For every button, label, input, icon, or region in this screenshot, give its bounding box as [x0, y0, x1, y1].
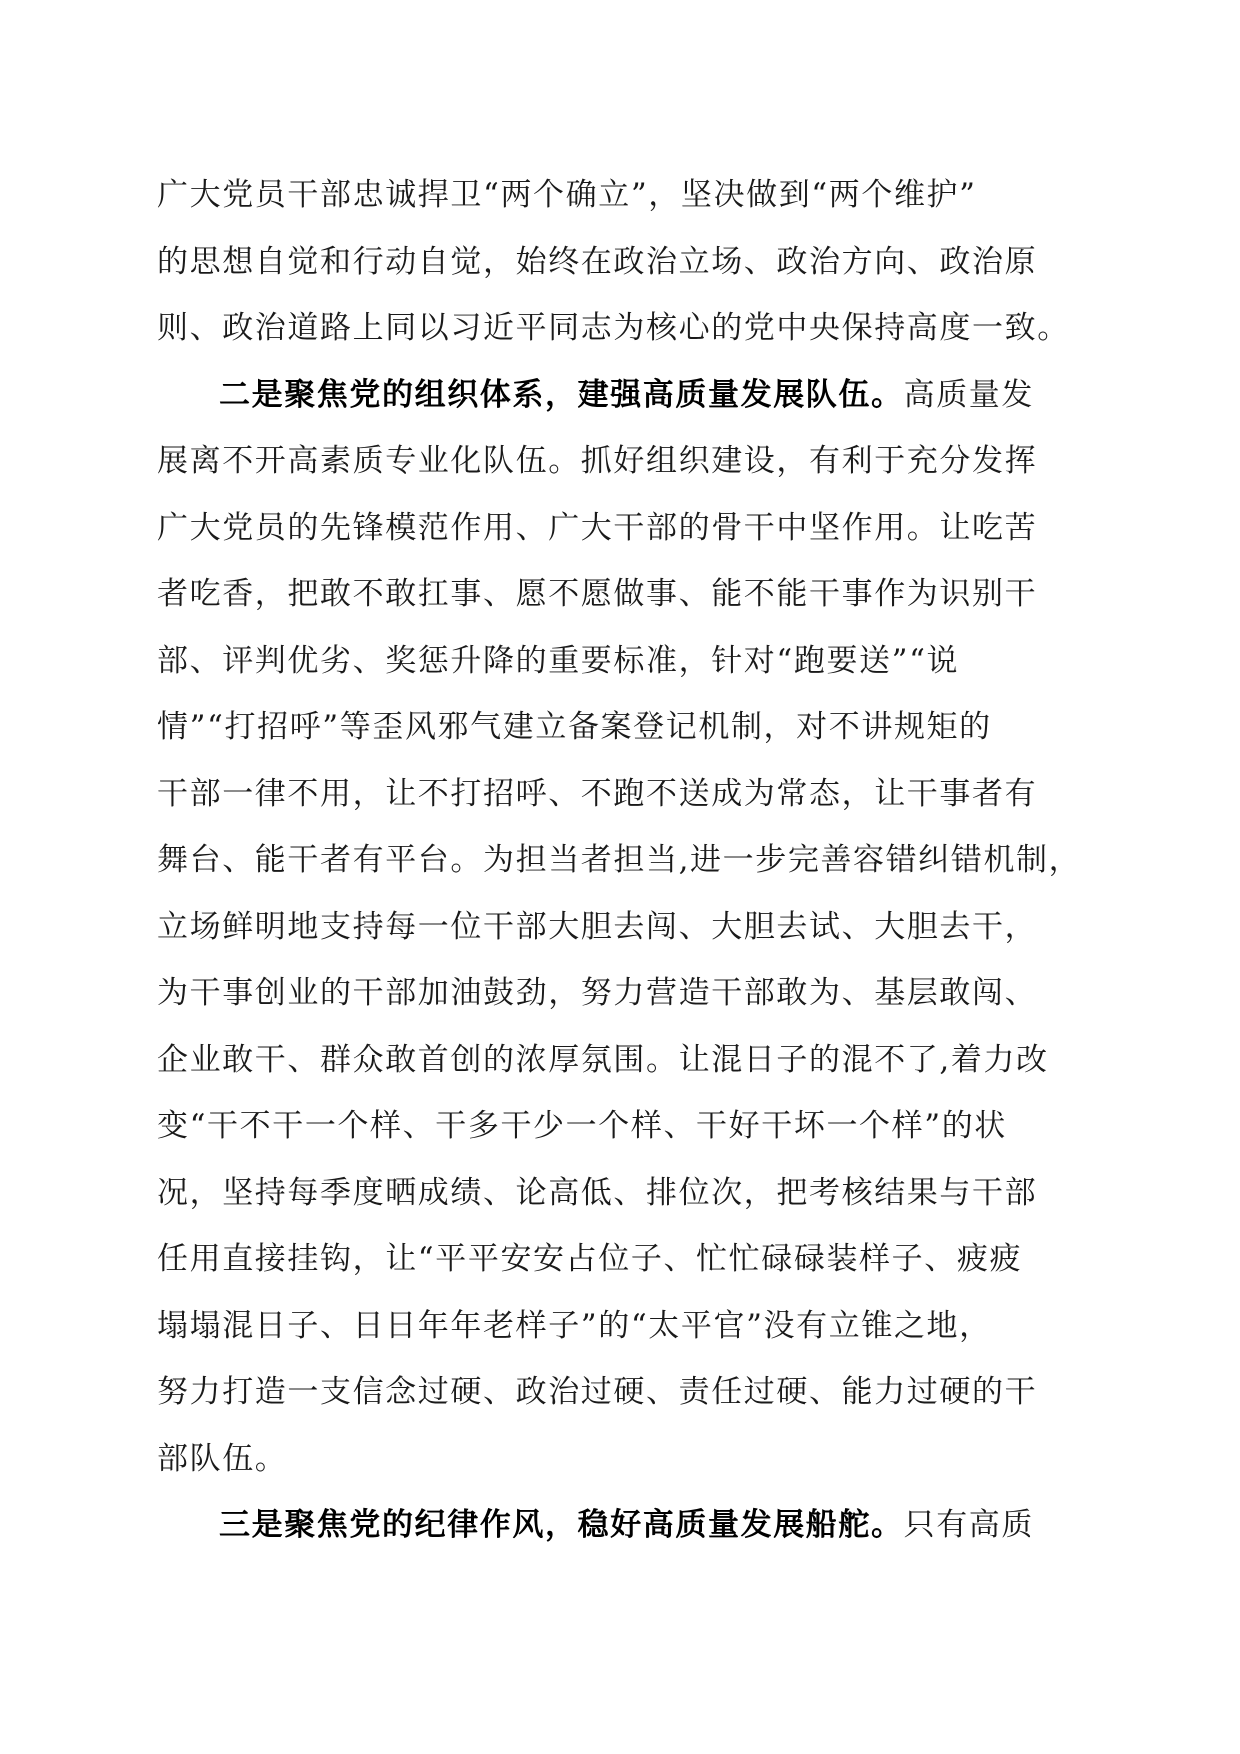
line-text: 广大党员的先锋模范作用、广大干部的骨干中坚作用。让吃苦 [157, 509, 1038, 546]
body-text [157, 162, 1097, 1559]
line-text: 任用直接挂钩，让“平平安安占位子、忙忙碌碌装样子、疲疲 [157, 1241, 1023, 1277]
line-text: 者吃香，把敢不敢扛事、愿不愿做事、能不能干事作为识别干 [157, 576, 1038, 612]
text-line [157, 1226, 1097, 1293]
line-text: 情”“打招呼”等歪风邪气建立备案登记机制，对不讲规矩的 [157, 709, 992, 745]
text-line [157, 628, 1097, 695]
line-text: 企业敢干、群众敢首创的浓厚氛围。让混日子的混不了,着力改 [157, 1041, 1049, 1078]
text-line [157, 960, 1097, 1027]
line-text: 广大党员干部忠诚捍卫“两个确立”，坚决做到“两个维护” [157, 177, 977, 213]
text-line [157, 1426, 1097, 1493]
line-text: 立场鲜明地支持每一位干部大胆去闯、大胆去试、大胆去干， [157, 908, 1038, 945]
text-line [157, 495, 1097, 562]
text-line [157, 1027, 1097, 1094]
line-text: 况，坚持每季度晒成绩、论高低、排位次，把考核结果与干部 [157, 1174, 1038, 1211]
text-line [157, 428, 1097, 495]
paragraph-heading: 三是聚焦党的纪律作风，稳好高质量发展船舵。 [219, 1507, 904, 1543]
paragraph-three-lead-line [157, 1492, 1097, 1559]
text-line [157, 1293, 1097, 1360]
line-text: 只有高质 [903, 1507, 1035, 1543]
line-text: 变“干不干一个样、干多干少一个样、干好干坏一个样”的状 [157, 1108, 1007, 1144]
line-text: 努力打造一支信念过硬、政治过硬、责任过硬、能力过硬的干 [157, 1374, 1038, 1410]
text-line [157, 1359, 1097, 1426]
text-line [157, 694, 1097, 761]
text-line [157, 1160, 1097, 1227]
line-text: 干部一律不用，让不打招呼、不跑不送成为常态，让干事者有 [157, 775, 1038, 812]
paragraph-two-lead-line [157, 362, 1097, 429]
text-line [157, 827, 1097, 894]
line-text: 则、政治道路上同以习近平同志为核心的党中央保持高度一致。 [157, 310, 1070, 346]
text-line [157, 162, 1097, 229]
text-line [157, 229, 1097, 296]
line-text: 塌塌混日子、日日年年老样子”的“太平官”没有立锥之地， [157, 1307, 992, 1344]
line-text: 舞台、能干者有平台。为担当者担当,进一步完善容错纠错机制， [157, 842, 1082, 878]
text-line [157, 295, 1097, 362]
text-line [157, 561, 1097, 628]
line-text: 展离不开高素质专业化队伍。抓好组织建设，有利于充分发挥 [157, 443, 1038, 479]
line-text: 的思想自觉和行动自觉，始终在政治立场、政治方向、政治原 [157, 243, 1038, 280]
line-text: 部、评判优劣、奖惩升降的重要标准，针对“跑要送”“说 [157, 642, 960, 679]
line-text: 部队伍。 [157, 1440, 288, 1477]
text-line [157, 761, 1097, 828]
text-line [157, 1093, 1097, 1160]
paragraph-heading: 二是聚焦党的组织体系，建强高质量发展队伍。 [219, 376, 904, 413]
text-line [157, 894, 1097, 961]
line-text: 高质量发 [903, 376, 1035, 413]
line-text: 为干事创业的干部加油鼓劲，努力营造干部敢为、基层敢闯、 [157, 975, 1038, 1011]
